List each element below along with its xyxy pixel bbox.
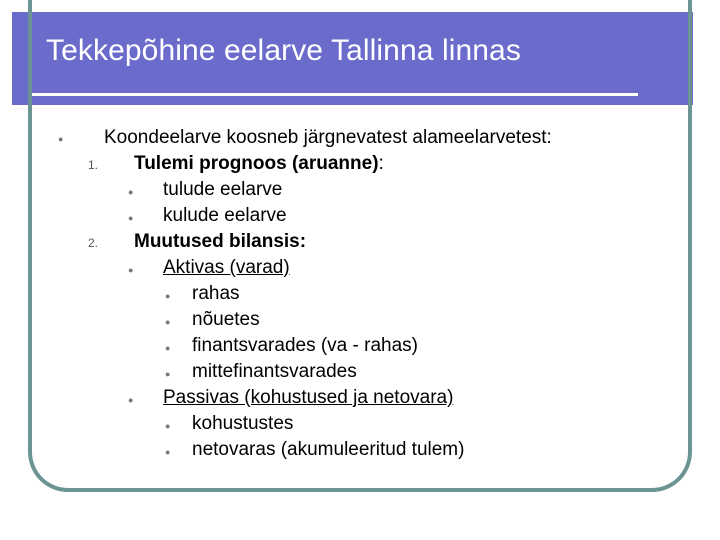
group-aktivas-child: nõuetes — [192, 309, 260, 330]
bullet-icon: ● — [165, 421, 171, 431]
group-passivas-child: netovaras (akumuleeritud tulem) — [192, 439, 465, 460]
group-aktivas-child: finantsvarades (va - rahas) — [192, 335, 418, 356]
list-number-1: 1. — [88, 158, 99, 172]
bullet-icon: ● — [58, 134, 64, 144]
slide-title: Tekkepõhine eelarve Tallinna linnas — [46, 34, 521, 67]
group-aktivas-child: mittefinantsvarades — [192, 361, 357, 382]
list-item-1 — [134, 153, 384, 175]
intro-text: Koondeelarve koosneb järgnevatest alameelarvetest: — [104, 127, 552, 148]
bullet-icon: ● — [128, 395, 134, 405]
group-aktivas-child: rahas — [192, 283, 240, 304]
group-passivas: Passivas (kohustused ja netovara) — [163, 387, 454, 408]
bullet-icon: ● — [165, 447, 171, 457]
bullet-icon: ● — [165, 343, 171, 353]
list-item-1-child: kulude eelarve — [163, 205, 287, 226]
group-passivas-child: kohustustes — [192, 413, 294, 434]
bullet-icon: ● — [165, 291, 171, 301]
bullet-icon: ● — [128, 187, 134, 197]
list-item-1-suffix: : — [378, 153, 384, 174]
list-item-1-label: Tulemi prognoos (aruanne) — [134, 153, 379, 174]
list-item-2-label: Muutused bilansis: — [134, 231, 307, 252]
list-item-1-child: tulude eelarve — [163, 179, 283, 200]
bullet-icon: ● — [128, 265, 134, 275]
bullet-icon: ● — [165, 317, 171, 327]
list-number-2: 2. — [88, 236, 99, 250]
group-aktivas: Aktivas (varad) — [163, 257, 290, 278]
bullet-icon: ● — [128, 213, 134, 223]
bullet-icon: ● — [165, 369, 171, 379]
